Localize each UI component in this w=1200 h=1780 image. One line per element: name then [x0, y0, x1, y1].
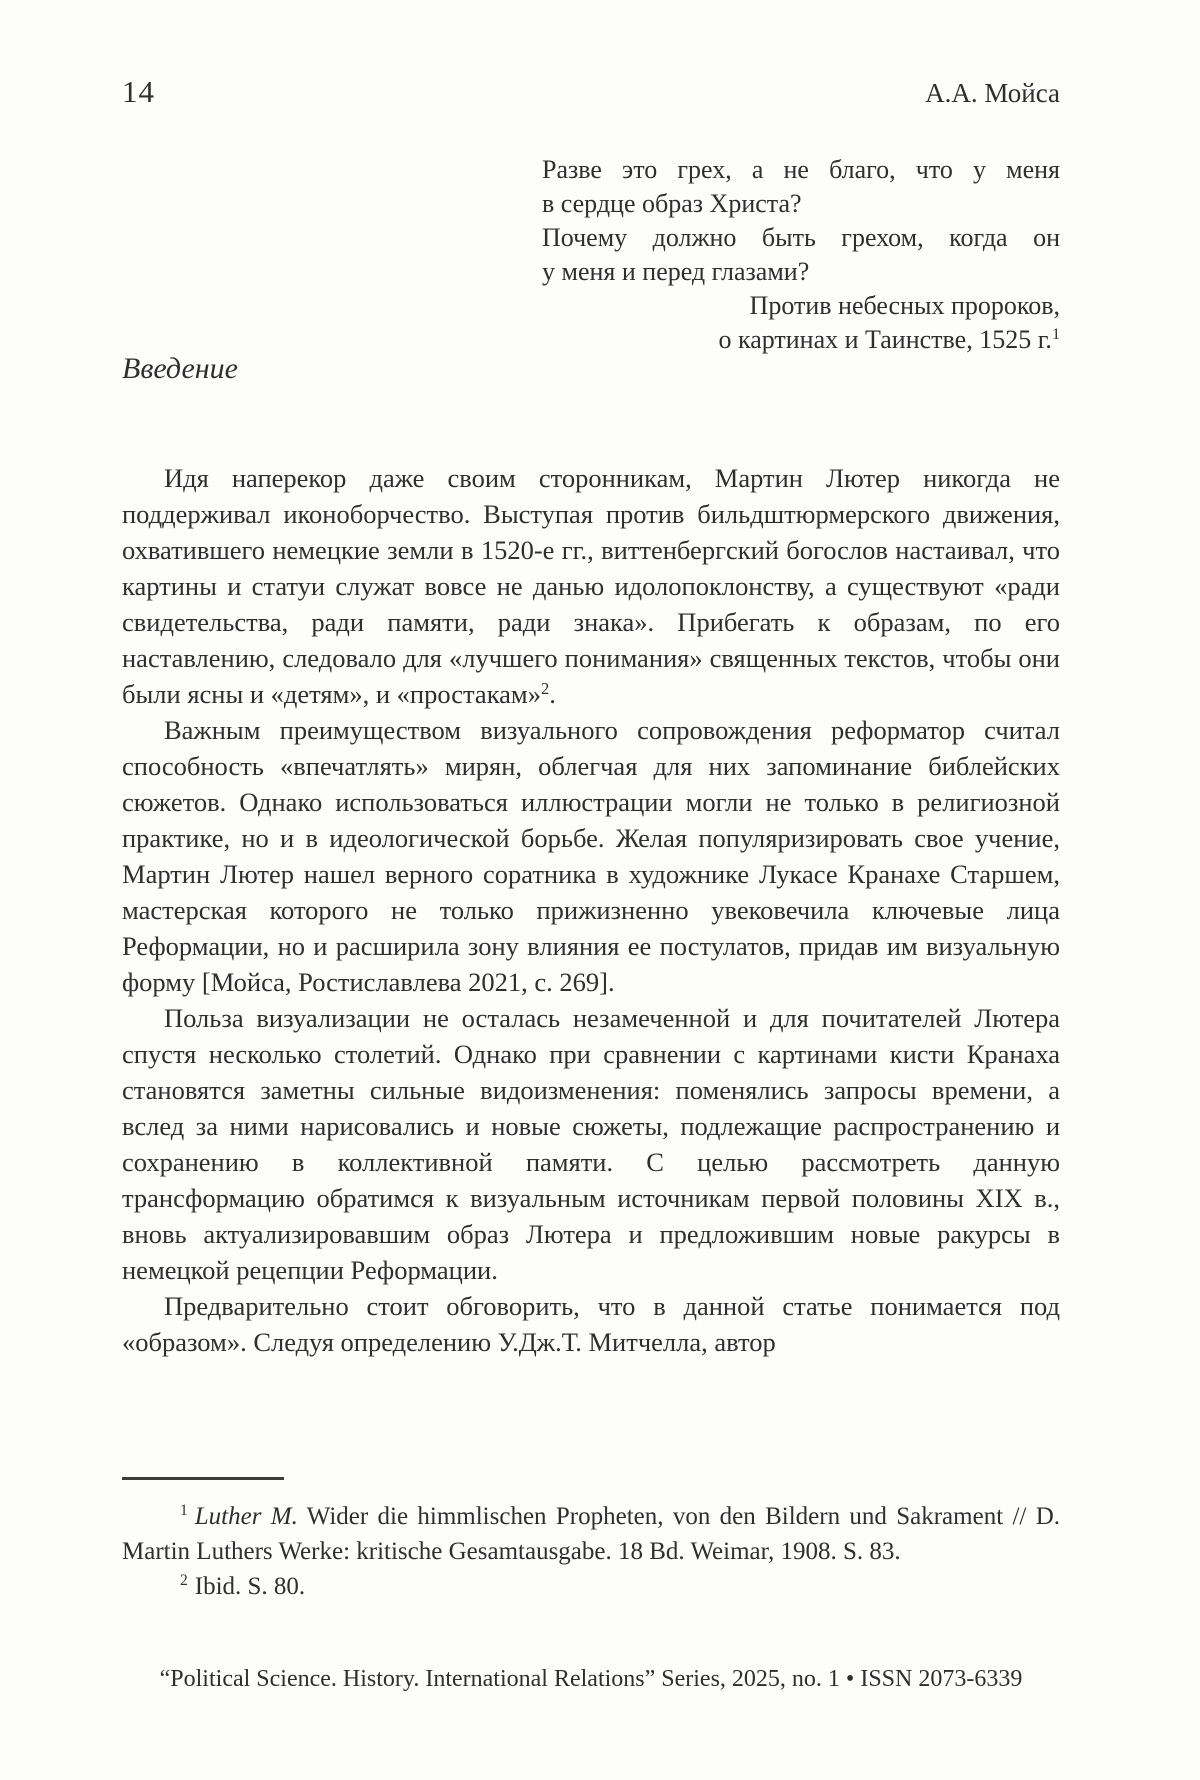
- footnote-2: [122, 1569, 1060, 1604]
- section-heading: Введение: [122, 352, 238, 385]
- epigraph-quote-line: Почему должно быть грехом, когда он: [542, 223, 1060, 252]
- journal-footer: [122, 1666, 1060, 1693]
- running-author: А.А. Мойса: [925, 78, 1060, 108]
- footnote-author: Luther M.: [194, 1503, 298, 1530]
- paragraph-text: Идя наперекор даже своим сторонникам, Мартин Лютер никогда не поддерживал иконоборчество. Выступая против бильдштюрмерского движения, охватившего немецкие земли в 1520-е гг., виттенбергский богослов настаивал, что картины и статуи служат вовсе не данью идолопоклонству, а существуют «ради свидетельства, ради памяти, ради знака». Прибегать к образам, по его наставлению, следовало для «лучшего понимания» священных текстов, чтобы они были ясны и «детям», и «простакам»: [122, 463, 1060, 709]
- page-number: 14: [122, 74, 155, 109]
- paragraph-text: .: [549, 679, 556, 709]
- footnote-ref-1: 1: [1051, 326, 1060, 344]
- epigraph-source-text: Против небесных пророков,: [749, 291, 1060, 320]
- footnote-text: Wider die himmlischen Propheten, von den Bildern und Sakrament // D. Martin Luthers Werke: kritische Gesamtausgabe. 18 Bd. Weimar, 1908. S. 83.: [122, 1503, 1061, 1565]
- footnote-ref-2: 2: [540, 678, 550, 698]
- article-body: [122, 460, 1060, 1360]
- footnote-1: [122, 1499, 1060, 1569]
- body-paragraph-4: Предварительно стоит обговорить, что в данной статье понимается под «образом». Следуя определению У.Дж.Т. Митчелла, автор: [122, 1291, 1060, 1357]
- body-paragraph-2: Важным преимуществом визуального сопровождения реформатор считал способность «впечатлять» мирян, облегчая для них запоминание библейских сюжетов. Однако использоваться иллюстрации могли не только в религиозной практике, но и в идеологической борьбе. Желая популяризировать свое учение, Мартин Лютер нашел верного соратника в художнике Лукасе Кранахе Старшем, мастерская которого не только прижизненно увековечила ключевые лица Реформации, но и расширила зону влияния ее постулатов, придав им визуальную форму [Мойса, Ростиславлева 2021, с. 269].: [122, 715, 1060, 997]
- epigraph-source-line: [542, 323, 1060, 357]
- body-paragraph-3: Польза визуализации не осталась незамеченной и для почитателей Лютера спустя несколько столетий. Однако при сравнении с картинами кисти Кранаха становятся заметны сильные видоизменения: поменялись запросы времени, а вслед за ними нарисовались и новые сюжеты, подлежащие распространению и сохранению в коллективной памяти. С целью рассмотреть данную трансформацию обратимся к визуальным источникам первой половины XIX в., вновь актуализировавшим образ Лютера и предложившим новые ракурсы в немецкой рецепции Реформации.: [122, 1003, 1060, 1285]
- epigraph-quote-line: в сердце образ Христа?: [542, 189, 802, 218]
- epigraph: [542, 153, 1060, 357]
- epigraph-quote-line: у меня и перед глазами?: [542, 257, 810, 286]
- footnote-separator: [122, 1477, 284, 1480]
- footnote-marker-1: 1: [180, 1502, 188, 1520]
- running-head: [122, 74, 1060, 110]
- epigraph-source-line: [542, 289, 1060, 323]
- epigraph-source-text: о картинах и Таинстве, 1525 г.: [718, 325, 1052, 354]
- journal-footer-text: “Political Science. History. International Relations” Series, 2025, no. 1 • ISSN 2073-6339: [159, 1666, 1023, 1692]
- footnotes: [122, 1499, 1060, 1604]
- footnote-marker-2: 2: [180, 1572, 188, 1590]
- epigraph-quote-line: Разве это грех, а не благо, что у меня: [542, 155, 1060, 184]
- footnote-text: Ibid. S. 80.: [194, 1573, 306, 1600]
- body-paragraph-1: [122, 460, 1060, 712]
